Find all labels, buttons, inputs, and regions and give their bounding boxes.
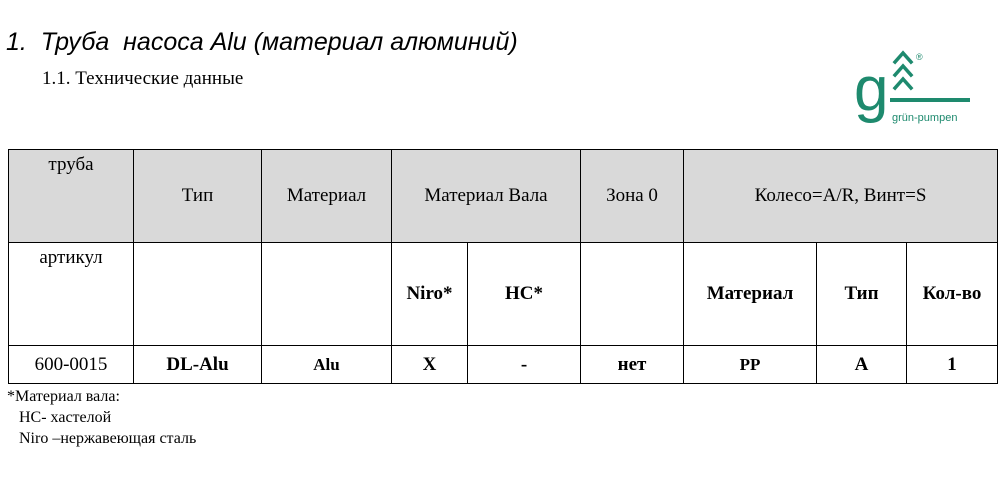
subheader-qty: Кол-во xyxy=(907,243,998,346)
table-header-row xyxy=(9,150,998,243)
cell-niro: X xyxy=(392,346,468,384)
cell-wheel-material: PP xyxy=(684,346,817,384)
cell-article: 600-0015 xyxy=(9,346,134,384)
page-title: 1. Труба насоса Alu (материал алюминий) xyxy=(6,28,518,56)
grun-pumpen-logo xyxy=(852,48,977,128)
subheader-empty-zone xyxy=(581,243,684,346)
header-zone: Зона 0 xyxy=(581,150,684,243)
cell-wheel-type: A xyxy=(817,346,907,384)
spec-table xyxy=(8,149,998,384)
footnotes xyxy=(7,386,196,449)
header-wheel: Колесо=A/R, Винт=S xyxy=(684,150,998,243)
table-subheader-row xyxy=(9,243,998,346)
logo-registered-mark: ® xyxy=(916,52,923,62)
cell-zone: нет xyxy=(581,346,684,384)
header-material: Материал xyxy=(262,150,392,243)
footnote-hc: HC- хастелой xyxy=(19,409,112,426)
footnote-niro: Niro –нержавеющая сталь xyxy=(19,430,197,447)
logo-underline xyxy=(890,98,970,102)
cell-type: DL-Alu xyxy=(134,346,262,384)
section-subtitle: 1.1. Технические данные xyxy=(42,68,244,89)
subheader-empty-type xyxy=(134,243,262,346)
subheader-niro: Niro* xyxy=(392,243,468,346)
subheader-article: артикул xyxy=(9,243,134,346)
subheader-hc: HC* xyxy=(468,243,581,346)
header-pipe: труба xyxy=(9,150,134,243)
cell-material: Alu xyxy=(262,346,392,384)
logo-letter: g xyxy=(854,55,889,124)
subheader-wheel-type: Тип xyxy=(817,243,907,346)
cell-hc: - xyxy=(468,346,581,384)
logo-brand-text: grün-pumpen xyxy=(892,112,958,124)
subheader-wheel-material: Материал xyxy=(684,243,817,346)
cell-qty: 1 xyxy=(907,346,998,384)
header-shaft-material: Материал Вала xyxy=(392,150,581,243)
footnote-title: *Материал вала: xyxy=(7,388,120,405)
subheader-empty-material xyxy=(262,243,392,346)
table-row xyxy=(9,346,998,384)
logo-chevrons-icon xyxy=(895,53,911,88)
header-type: Тип xyxy=(134,150,262,243)
